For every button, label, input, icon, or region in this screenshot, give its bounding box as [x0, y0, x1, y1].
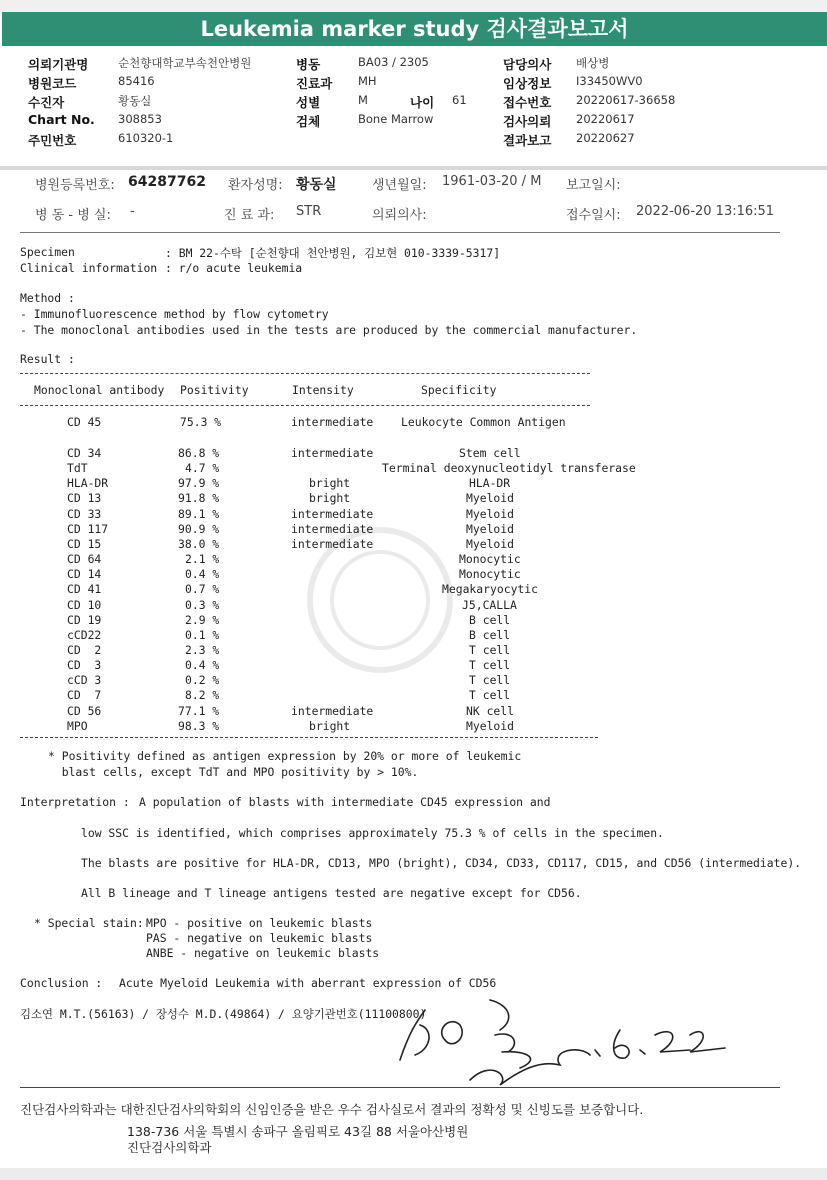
cell-positivity: 98.3 % — [178, 718, 220, 733]
value-result-report: 20220627 — [576, 131, 635, 145]
info-row — [28, 112, 808, 131]
cell-specificity: Leukocyte Common Antigen — [401, 415, 566, 429]
cell-antibody: TdT — [67, 461, 88, 476]
cell-antibody: cCD22 — [67, 627, 102, 642]
cell-antibody: CD 15 — [67, 536, 102, 551]
cell-intensity: intermediate — [291, 703, 374, 718]
cell-intensity: intermediate — [291, 521, 374, 536]
value-patient: 황동실 — [118, 94, 152, 108]
value-chart-no: 308853 — [118, 112, 162, 126]
cell-positivity: 77.1 % — [178, 703, 220, 718]
value-receipt-number: 20220617-36658 — [576, 93, 676, 107]
page-top-bar — [0, 0, 827, 12]
value-hospital-code: 85416 — [118, 74, 155, 88]
label-ward: 병동 — [296, 57, 321, 72]
table-row — [0, 446, 827, 461]
label-report-date: 보고일시: — [566, 178, 621, 193]
cell-antibody: MPO — [67, 718, 88, 733]
value-attending-doctor: 배상병 — [576, 56, 610, 70]
cell-antibody: CD 10 — [67, 597, 102, 612]
info-row — [28, 93, 808, 112]
table-row — [0, 476, 827, 491]
cell-positivity: 2.3 % — [185, 642, 220, 657]
cell-antibody: cCD 3 — [67, 673, 102, 688]
clinical-info-value: : r/o acute leukemia — [165, 261, 303, 275]
handwritten-signature — [390, 990, 730, 1090]
cell-antibody: CD 45 — [67, 415, 102, 429]
cell-positivity: 0.7 % — [185, 582, 220, 597]
cell-specificity: Myeloid — [466, 491, 515, 506]
cell-positivity: 86.8 % — [178, 446, 220, 460]
header-antibody: Monoclonal antibody — [34, 383, 165, 397]
cell-positivity: 91.8 % — [178, 491, 220, 506]
label-specimen-type: 검체 — [296, 114, 321, 129]
value-registration-number: 64287762 — [128, 174, 206, 190]
label-birth-date: 생년월일: — [372, 178, 427, 193]
registration-row — [0, 174, 827, 196]
special-stain-line: PAS - negative on leukemic blasts — [146, 931, 373, 945]
table-row — [0, 491, 827, 506]
cell-antibody: CD 56 — [67, 703, 102, 718]
label-hospital-code: 병원코드 — [28, 76, 77, 91]
label-clinical-info: 임상정보 — [503, 76, 552, 91]
label-clinic-department: 진 료 과: — [224, 208, 275, 223]
label-ward-room: 병 동 - 병 실: — [35, 208, 111, 223]
cell-antibody: CD 33 — [67, 506, 102, 521]
footer-certification: 진단검사의학과는 대한진단검사의학회의 신임인증을 받은 우수 검사실로서 결과의 정확성 및 신빙도를 보증합니다. — [20, 1102, 644, 1117]
cell-specificity: Terminal deoxynucleotidyl transferase — [382, 461, 636, 476]
label-result-report: 결과보고 — [503, 133, 552, 148]
table-header-rule — [20, 405, 590, 406]
footer-department: 진단검사의학과 — [127, 1140, 212, 1155]
value-received-date: 2022-06-20 13:16:51 — [636, 204, 775, 219]
cell-antibody: CD 2 — [67, 642, 102, 657]
value-clinic-department: STR — [296, 204, 322, 219]
table-row — [0, 415, 827, 430]
label-sex: 성별 — [296, 95, 321, 110]
cell-intensity: intermediate — [291, 446, 374, 460]
cell-positivity: 0.3 % — [185, 597, 220, 612]
table-row — [0, 461, 827, 476]
cell-specificity: T cell — [469, 673, 511, 688]
special-stain-line: ANBE - negative on leukemic blasts — [146, 946, 380, 960]
value-birth-date: 1961-03-20 / M — [442, 174, 542, 189]
cell-positivity: 0.1 % — [185, 627, 220, 642]
cell-specificity: T cell — [469, 642, 511, 657]
cell-specificity: B cell — [469, 612, 511, 627]
cell-antibody: CD 34 — [67, 446, 102, 460]
table-top-rule — [20, 373, 590, 374]
value-clinical-info: I33450WV0 — [576, 74, 643, 88]
cell-antibody: CD 7 — [67, 688, 102, 703]
cell-specificity: Stem cell — [459, 446, 521, 460]
cell-intensity: intermediate — [291, 415, 374, 429]
label-requesting-institution: 의뢰기관명 — [28, 57, 89, 72]
cell-positivity: 75.3 % — [180, 415, 222, 429]
result-label: Result : — [20, 352, 75, 366]
label-department: 진료과 — [296, 76, 333, 91]
interpretation-line: low SSC is identified, which comprises approximately 75.3 % of cells in the specimen. — [81, 826, 664, 840]
cell-specificity: Monocytic — [459, 552, 521, 567]
value-patient-name: 황동실 — [296, 177, 337, 193]
cell-positivity: 8.2 % — [185, 688, 220, 703]
method-line: - Immunofluorescence method by flow cytometry — [20, 307, 329, 321]
table-row — [0, 688, 827, 703]
cell-specificity: T cell — [469, 688, 511, 703]
cell-specificity: J5,CALLA — [462, 597, 517, 612]
cell-antibody: CD 19 — [67, 612, 102, 627]
value-department: MH — [358, 74, 377, 88]
specimen-label: Specimen — [20, 245, 75, 259]
info-row — [28, 131, 808, 150]
label-age: 나이 — [410, 95, 435, 110]
cell-specificity: HLA-DR — [469, 476, 511, 491]
cell-intensity: bright — [309, 491, 351, 506]
label-chart-no: Chart No. — [28, 112, 95, 127]
header-intensity: Intensity — [292, 383, 354, 397]
label-patient: 수진자 — [28, 95, 65, 110]
cell-specificity: Megakaryocytic — [442, 582, 539, 597]
cell-intensity: intermediate — [291, 506, 374, 521]
section-divider — [0, 166, 827, 170]
cell-specificity: B cell — [469, 627, 511, 642]
value-specimen-type: Bone Marrow — [358, 112, 434, 126]
value-requesting-institution: 순천향대학교부속천안병원 — [118, 56, 252, 70]
table-row — [0, 704, 827, 719]
cell-positivity: 0.4 % — [185, 567, 220, 582]
cell-antibody: HLA-DR — [67, 476, 109, 491]
value-ward-room: - — [130, 204, 135, 219]
footer-rule — [20, 1087, 780, 1088]
value-resident-number: 610320-1 — [118, 131, 174, 145]
cell-specificity: Myeloid — [466, 521, 515, 536]
cell-positivity: 97.9 % — [178, 476, 220, 491]
cell-positivity: 2.1 % — [185, 552, 220, 567]
info-row — [28, 74, 808, 93]
cell-positivity: 90.9 % — [178, 521, 220, 536]
interpretation-line: The blasts are positive for HLA-DR, CD13, MPO (bright), CD34, CD33, CD117, CD15, and CD56 (intermediate). — [81, 856, 802, 870]
page-bottom-bar — [0, 1168, 827, 1180]
cell-antibody: CD 64 — [67, 552, 102, 567]
value-sex: M — [358, 93, 368, 107]
cell-antibody: CD 41 — [67, 582, 102, 597]
label-attending-doctor: 담당의사 — [503, 57, 552, 72]
label-received-date: 접수일시: — [566, 208, 621, 223]
cell-specificity: NK cell — [466, 703, 515, 718]
cell-antibody: CD 14 — [67, 567, 102, 582]
label-receipt-number: 접수번호 — [503, 95, 552, 110]
specimen-value: : BM 22-수탁 [순천향대 천안병원, 김보현 010-3339-5317] — [165, 246, 501, 260]
cell-positivity: 4.7 % — [185, 461, 220, 476]
cell-specificity: T cell — [469, 658, 511, 673]
conclusion-label: Conclusion : — [20, 976, 103, 990]
method-line: - The monoclonal antibodies used in the tests are produced by the commercial manufacturer. — [20, 323, 638, 337]
special-stain-label: * Special stain: — [34, 916, 144, 930]
cell-positivity: 2.9 % — [185, 612, 220, 627]
interpretation-line: All B lineage and T lineage antigens tested are negative except for CD56. — [81, 886, 582, 900]
cell-intensity: bright — [309, 718, 351, 733]
table-row — [0, 719, 827, 734]
cell-antibody: CD 13 — [67, 491, 102, 506]
cell-antibody: CD 117 — [67, 521, 109, 536]
special-stain-line: MPO - positive on leukemic blasts — [146, 916, 373, 930]
label-referring-doctor: 의뢰의사: — [372, 208, 427, 223]
label-test-request: 검사의뢰 — [503, 114, 552, 129]
info-row — [28, 55, 808, 74]
separator-line — [20, 232, 780, 233]
cell-positivity: 0.4 % — [185, 658, 220, 673]
signers: 김소연 M.T.(56163) / 장성수 M.D.(49864) / 요양기관번호(11100800) — [20, 1007, 427, 1021]
interpretation-label: Interpretation : — [20, 795, 130, 809]
cell-antibody: CD 3 — [67, 658, 102, 673]
positivity-note: * Positivity defined as antigen expression by 20% or more of leukemic — [48, 749, 522, 763]
header-positivity: Positivity — [180, 383, 249, 397]
label-registration-number: 병원등록번호: — [35, 178, 115, 193]
cell-positivity: 0.2 % — [185, 673, 220, 688]
cell-specificity: Myeloid — [466, 536, 515, 551]
header-specificity: Specificity — [421, 383, 497, 397]
cell-positivity: 89.1 % — [178, 506, 220, 521]
registration-row — [0, 204, 827, 226]
watermark-stamp — [300, 520, 460, 680]
value-ward: BA03 / 2305 — [358, 55, 429, 69]
report-title: Leukemia marker study 검사결과보고서 — [2, 12, 827, 46]
label-patient-name: 환자성명: — [228, 178, 283, 193]
interpretation-line: A population of blasts with intermediate CD45 expression and — [139, 795, 551, 809]
table-bottom-rule — [20, 737, 598, 738]
conclusion-value: Acute Myeloid Leukemia with aberrant expression of CD56 — [119, 976, 497, 990]
cell-intensity: bright — [309, 476, 351, 491]
positivity-note: blast cells, except TdT and MPO positivity by > 10%. — [48, 765, 419, 779]
cell-specificity: Myeloid — [466, 718, 515, 733]
value-test-request: 20220617 — [576, 112, 635, 126]
clinical-info-label: Clinical information — [20, 261, 158, 275]
table-header-row — [0, 383, 827, 398]
cell-specificity: Myeloid — [466, 506, 515, 521]
cell-intensity: intermediate — [291, 536, 374, 551]
cell-specificity: Monocytic — [459, 567, 521, 582]
footer-address: 138-736 서울 특별시 송파구 올림픽로 43길 88 서울아산병원 — [127, 1124, 469, 1139]
cell-positivity: 38.0 % — [178, 536, 220, 551]
method-label: Method : — [20, 291, 75, 305]
label-resident-number: 주민번호 — [28, 133, 77, 148]
value-age: 61 — [452, 93, 467, 107]
